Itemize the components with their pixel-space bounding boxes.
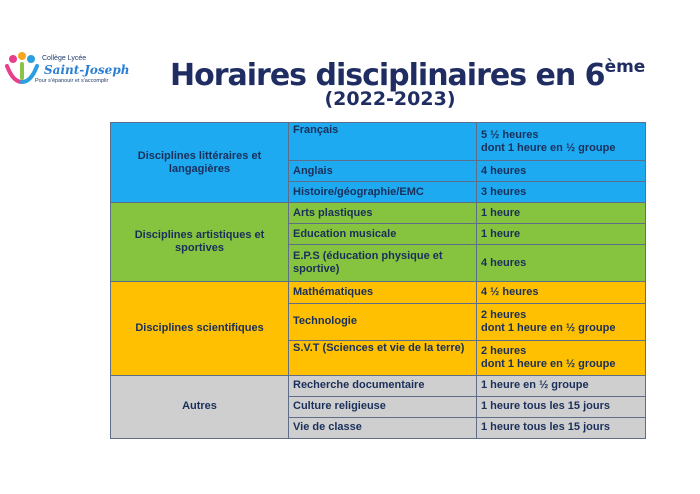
category-cell: Disciplines littéraires et langagières: [111, 123, 289, 203]
subject-cell: Arts plastiques: [289, 203, 477, 224]
subject-cell: E.P.S (éducation physique et sportive): [289, 245, 477, 282]
subject-cell: Education musicale: [289, 224, 477, 245]
hours-note: dont 1 heure en ½ groupe: [481, 357, 616, 370]
hours-cell: [477, 123, 646, 161]
hours-line: 2 heures: [481, 344, 527, 357]
logo-tagline: Pour s'épanouir et s'accomplir: [35, 78, 109, 84]
category-cell: Disciplines scientifiques: [111, 282, 289, 375]
hours-cell: [477, 303, 646, 340]
subject-cell: Technologie: [289, 303, 477, 340]
hours-cell: 1 heure tous les 15 jours: [477, 396, 646, 417]
table-row: [111, 282, 646, 303]
table-row: [111, 375, 646, 396]
hours-cell: 4 heures: [477, 245, 646, 282]
hours-cell: 4 ½ heures: [477, 282, 646, 303]
page-subtitle: (2022-2023): [324, 88, 456, 110]
table-row: [111, 123, 646, 161]
logo-top-text: Collège Lycée: [42, 55, 87, 62]
hours-line: 2 heures: [481, 308, 527, 321]
hours-cell: 1 heure: [477, 203, 646, 224]
title-sup: ème: [604, 57, 646, 77]
logo-name: Saint-Joseph: [44, 63, 130, 77]
subject-cell: Histoire/géographie/EMC: [289, 182, 477, 203]
category-cell: Autres: [111, 375, 289, 438]
hours-note: dont 1 heure en ½ groupe: [481, 141, 616, 154]
hours-cell: 1 heure: [477, 224, 646, 245]
subject-cell: S.V.T (Sciences et vie de la terre): [289, 340, 477, 375]
school-logo: [4, 50, 130, 96]
subject-cell: Vie de classe: [289, 417, 477, 438]
hours-cell: 1 heure tous les 15 jours: [477, 417, 646, 438]
page-title: [170, 50, 646, 93]
hours-cell: 4 heures: [477, 161, 646, 182]
table-row: [111, 203, 646, 224]
hours-note: dont 1 heure en ½ groupe: [481, 321, 616, 334]
subject-cell: Mathématiques: [289, 282, 477, 303]
title-main: Horaires disciplinaires en 6: [170, 58, 605, 93]
subject-cell: Anglais: [289, 161, 477, 182]
subject-cell: Recherche documentaire: [289, 375, 477, 396]
hours-cell: 1 heure en ½ groupe: [477, 375, 646, 396]
schedule-table: [110, 122, 646, 439]
subject-cell: Français: [289, 123, 477, 161]
category-cell: Disciplines artistiques et sportives: [111, 203, 289, 282]
hours-line: 5 ½ heures: [481, 128, 539, 141]
subject-cell: Culture religieuse: [289, 396, 477, 417]
hours-cell: 3 heures: [477, 182, 646, 203]
hours-cell: [477, 340, 646, 375]
